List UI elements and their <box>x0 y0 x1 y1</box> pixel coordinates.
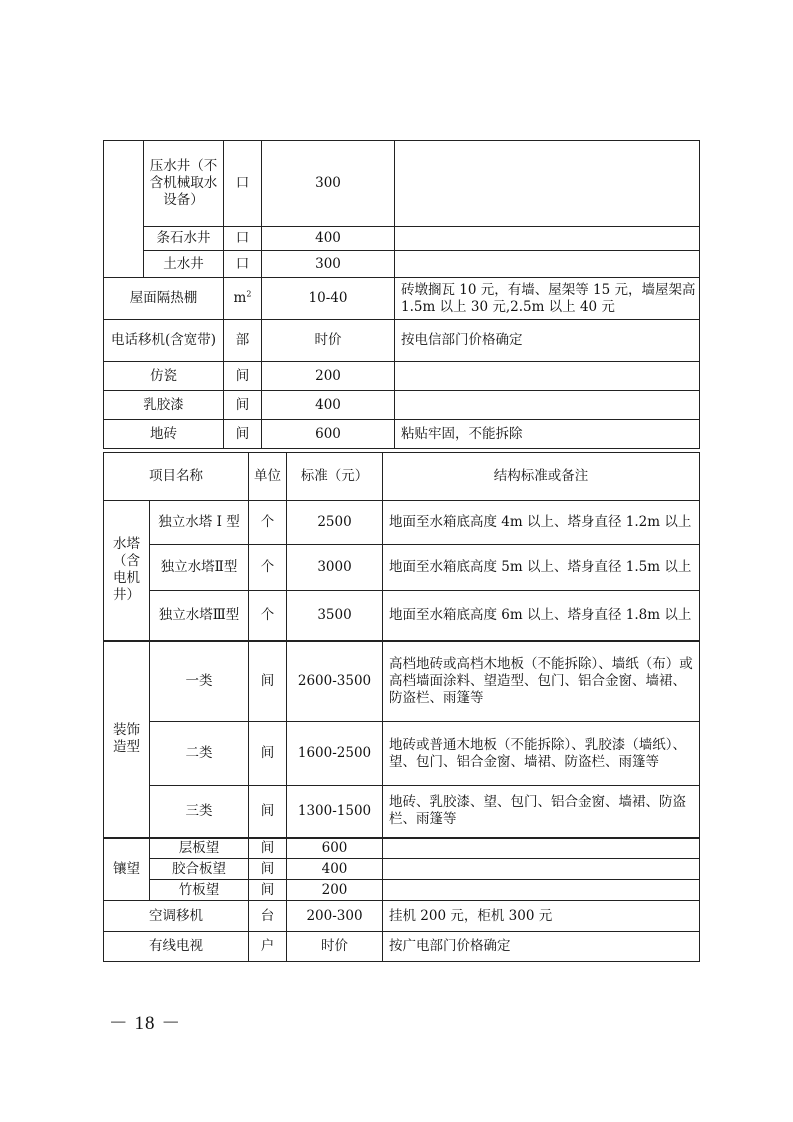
item-note <box>395 362 700 391</box>
unit-superscript: 2 <box>246 289 252 299</box>
fee-table-top <box>103 140 700 449</box>
table-row <box>104 545 700 591</box>
table-row <box>104 901 700 932</box>
item-standard: 2600-3500 <box>287 641 383 722</box>
item-name: 一类 <box>150 641 249 722</box>
item-note <box>383 880 700 901</box>
table-row <box>104 362 700 391</box>
item-unit: 间 <box>249 838 287 859</box>
item-standard: 600 <box>287 838 383 859</box>
item-name: 乳胶漆 <box>104 391 224 420</box>
item-unit: 口 <box>224 251 262 278</box>
item-note: 挂机 200 元，柜机 300 元 <box>383 901 700 932</box>
item-unit: 户 <box>249 932 287 962</box>
item-name: 地砖 <box>104 420 224 449</box>
fee-table-bottom <box>103 452 700 962</box>
table-header-row <box>104 453 700 501</box>
item-name: 土水井 <box>144 251 224 278</box>
item-standard: 300 <box>262 141 395 227</box>
item-note <box>383 838 700 859</box>
table-row <box>104 141 700 227</box>
item-unit: 个 <box>249 591 287 641</box>
item-name: 电话移机(含宽带) <box>104 320 224 362</box>
table-row <box>104 591 700 641</box>
table-row <box>104 501 700 545</box>
empty-group-cell <box>104 141 144 278</box>
table-row <box>104 859 700 880</box>
item-name: 屋面隔热棚 <box>104 278 224 320</box>
item-note <box>395 391 700 420</box>
item-standard: 时价 <box>287 932 383 962</box>
item-standard: 1300-1500 <box>287 786 383 838</box>
item-unit: 间 <box>249 641 287 722</box>
item-name: 独立水塔 I 型 <box>150 501 249 545</box>
table-row <box>104 932 700 962</box>
item-standard: 2500 <box>287 501 383 545</box>
item-unit: 间 <box>224 391 262 420</box>
item-name: 空调移机 <box>104 901 249 932</box>
item-note: 地面至水箱底高度 4m 以上、塔身直径 1.2m 以上 <box>383 501 700 545</box>
item-name: 条石水井 <box>144 227 224 251</box>
item-unit: 个 <box>249 501 287 545</box>
item-name: 独立水塔Ⅲ型 <box>150 591 249 641</box>
item-note <box>395 227 700 251</box>
item-note: 地砖或普通木地板（不能拆除）、乳胶漆（墙纸）、望、包门、铝合金窗、墙裙、防盗栏、雨篷等 <box>383 722 700 786</box>
item-name: 有线电视 <box>104 932 249 962</box>
group-water-tower: 水塔（含电机井） <box>104 501 150 641</box>
item-standard: 400 <box>287 859 383 880</box>
item-note: 高档地砖或高档木地板（不能拆除）、墙纸（布）或高档墙面涂料、望造型、包门、铝合金窗、墙裙、防盗栏、雨篷等 <box>383 641 700 722</box>
item-note: 砖墩搁瓦 10 元，有墙、屋架等 15 元，墙屋架高 1.5m 以上 30 元,2.5m 以上 40 元 <box>395 278 700 320</box>
item-name: 胶合板望 <box>150 859 249 880</box>
item-note <box>395 251 700 278</box>
table-row <box>104 838 700 859</box>
item-standard: 400 <box>262 391 395 420</box>
header-unit: 单位 <box>249 453 287 501</box>
item-unit: 间 <box>224 420 262 449</box>
table-row <box>104 722 700 786</box>
table-row <box>104 391 700 420</box>
item-note: 按广电部门价格确定 <box>383 932 700 962</box>
item-unit: 部 <box>224 320 262 362</box>
item-name: 三类 <box>150 786 249 838</box>
item-name: 仿瓷 <box>104 362 224 391</box>
table-row <box>104 420 700 449</box>
item-unit: 间 <box>249 722 287 786</box>
header-standard: 标准（元） <box>287 453 383 501</box>
item-standard: 10-40 <box>262 278 395 320</box>
page-number: － 18 － <box>108 1013 182 1034</box>
header-note: 结构标准或备注 <box>383 453 700 501</box>
item-name: 压水井（不含机械取水设备） <box>144 141 224 227</box>
item-unit: 间 <box>249 859 287 880</box>
item-standard: 300 <box>262 251 395 278</box>
item-name: 二类 <box>150 722 249 786</box>
item-unit: 间 <box>249 786 287 838</box>
item-unit: 间 <box>224 362 262 391</box>
table-row <box>104 786 700 838</box>
item-unit <box>224 278 262 320</box>
item-name: 竹板望 <box>150 880 249 901</box>
item-standard: 200 <box>287 880 383 901</box>
item-unit: 个 <box>249 545 287 591</box>
table-row <box>104 278 700 320</box>
item-standard: 400 <box>262 227 395 251</box>
table-row <box>104 251 700 278</box>
item-note <box>395 141 700 227</box>
item-note: 地面至水箱底高度 5m 以上、塔身直径 1.5m 以上 <box>383 545 700 591</box>
item-standard: 200 <box>262 362 395 391</box>
item-name: 独立水塔Ⅱ型 <box>150 545 249 591</box>
item-standard: 3000 <box>287 545 383 591</box>
group-ceiling: 镶望 <box>104 838 150 901</box>
item-unit: 台 <box>249 901 287 932</box>
table-row <box>104 641 700 722</box>
unit-text: m <box>233 290 247 306</box>
item-note <box>383 859 700 880</box>
group-decoration: 装饰造型 <box>104 641 150 838</box>
item-standard: 200-300 <box>287 901 383 932</box>
item-note: 粘贴牢固，不能拆除 <box>395 420 700 449</box>
item-unit: 间 <box>249 880 287 901</box>
item-name: 层板望 <box>150 838 249 859</box>
table-row <box>104 880 700 901</box>
header-item-name: 项目名称 <box>104 453 249 501</box>
item-standard: 600 <box>262 420 395 449</box>
item-unit: 口 <box>224 141 262 227</box>
table-row <box>104 320 700 362</box>
item-note: 地砖、乳胶漆、望、包门、铝合金窗、墙裙、防盗栏、雨篷等 <box>383 786 700 838</box>
table-row <box>104 227 700 251</box>
item-standard: 1600-2500 <box>287 722 383 786</box>
item-standard: 时价 <box>262 320 395 362</box>
item-unit: 口 <box>224 227 262 251</box>
item-note: 按电信部门价格确定 <box>395 320 700 362</box>
item-standard: 3500 <box>287 591 383 641</box>
item-note: 地面至水箱底高度 6m 以上、塔身直径 1.8m 以上 <box>383 591 700 641</box>
